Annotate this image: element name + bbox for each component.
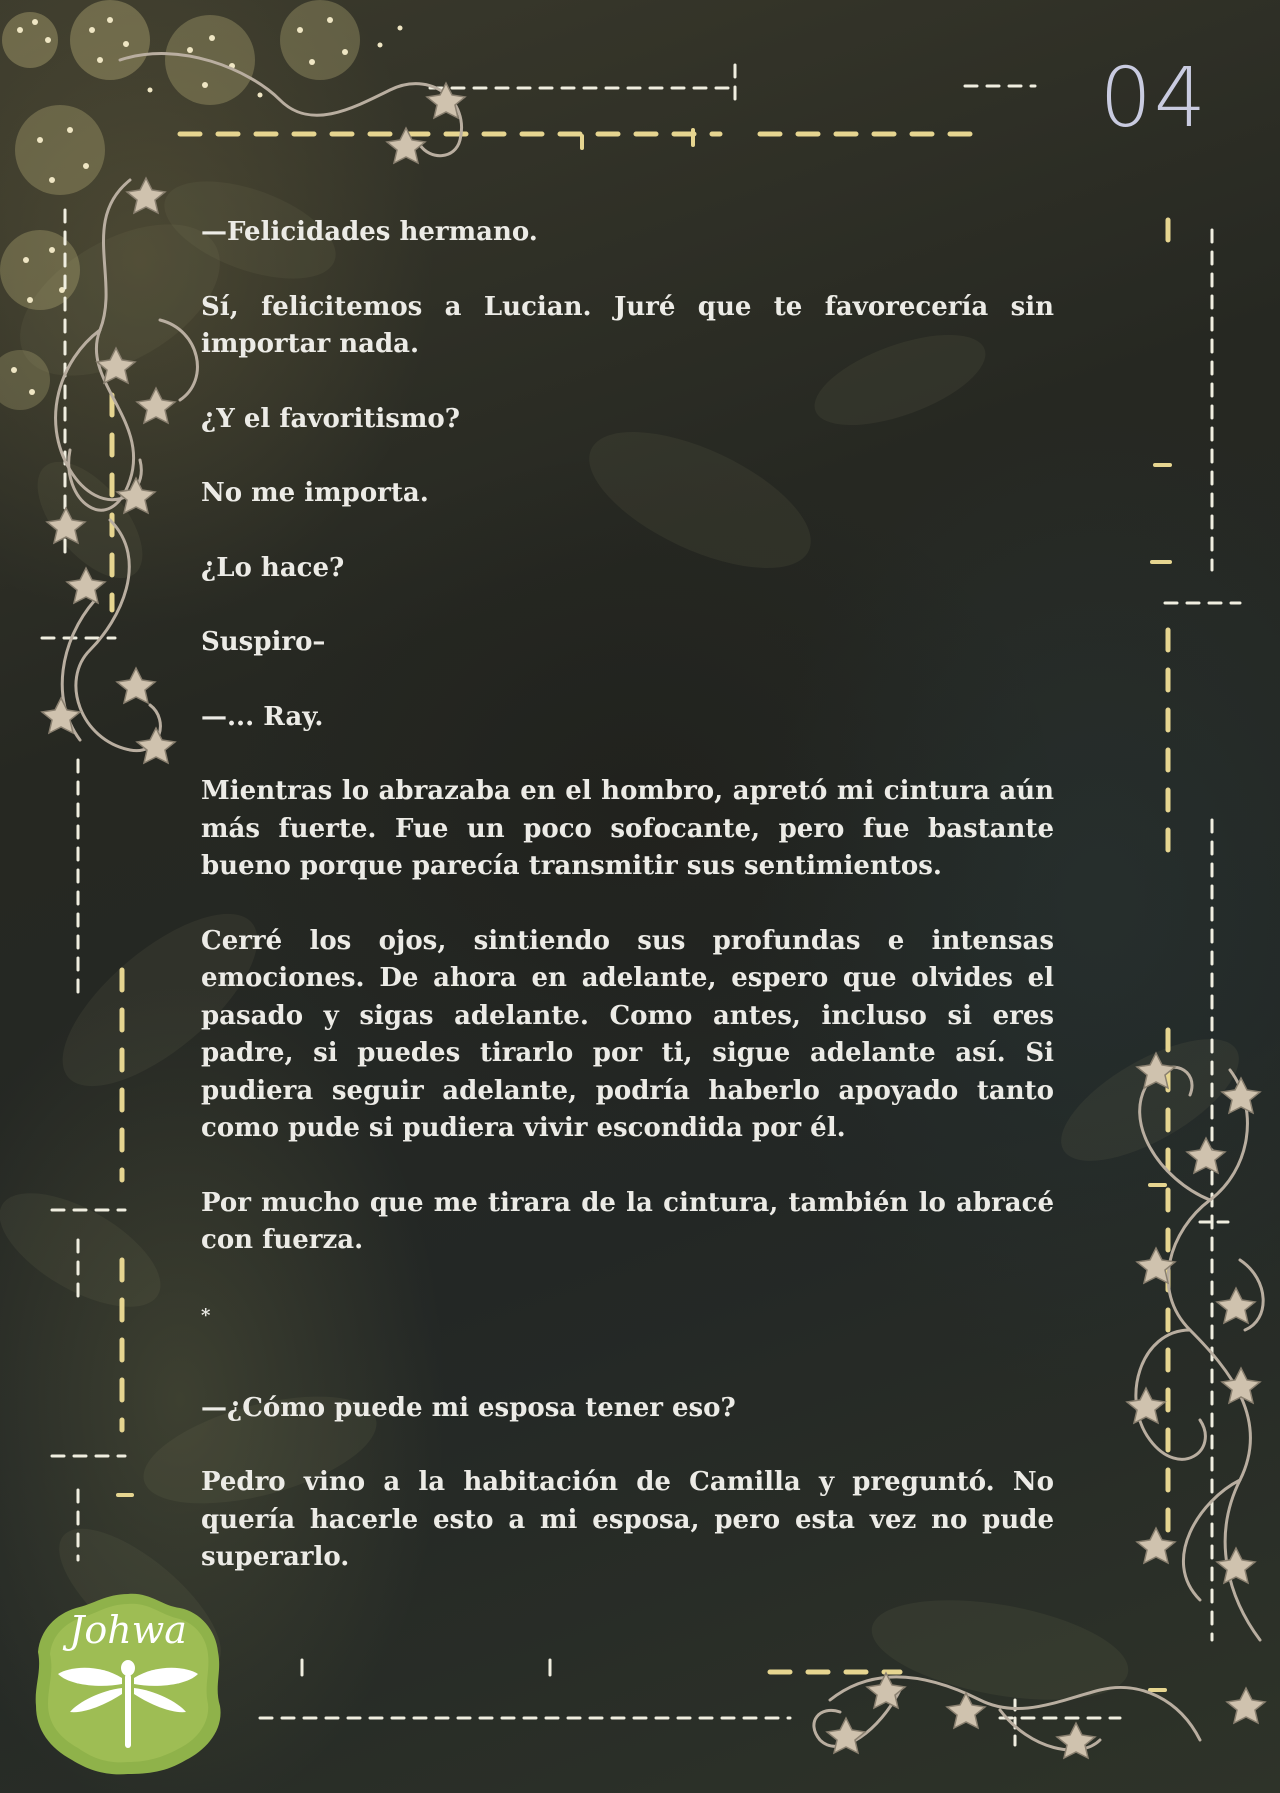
- paragraph: —... Ray.: [201, 701, 324, 732]
- paragraph: No me importa.: [201, 478, 429, 508]
- paragraph: Por mucho que me tirara de la cintura, también lo abracé con fuerza.: [201, 1187, 1054, 1255]
- paragraph: Suspiro–: [201, 627, 326, 657]
- text-body: [201, 214, 1054, 1614]
- paragraph: Cerré los ojos, sintiendo sus profundas e intensas emociones. De ahora en adelante, espero que olvides el pasado y sigas adelante. Como antes, incluso si eres padre, si puedes tirarlo por ti, sigue adelante así. Si pudiera seguir adelante, podría haberlo apoyado tanto como pude si pudiera vivir escondida por él.: [201, 925, 1054, 1143]
- paragraph: —Felicidades hermano.: [201, 217, 538, 247]
- paragraph: ¿Y el favoritismo?: [201, 403, 460, 434]
- paragraph: ¿Lo hace?: [201, 552, 345, 583]
- johwa-logo: [30, 1590, 226, 1778]
- paragraph: Pedro vino a la habitación de Camilla y preguntó. No quería hacerle esto a mi esposa, pero esta vez no pude superarlo.: [201, 1467, 1054, 1572]
- paragraph: Mientras lo abrazaba en el hombro, apretó mi cintura aún más fuerte. Fue un poco sofocante, pero fue bastante bueno porque parecía transmitir sus sentimientos.: [201, 776, 1054, 881]
- logo-text: Johwa: [69, 1608, 187, 1652]
- paragraph: Sí, felicitemos a Lucian. Juré que te favorecería sin importar nada.: [201, 291, 1054, 359]
- paragraph: —¿Cómo puede mi esposa tener eso?: [201, 1392, 736, 1423]
- page-number: 04: [1099, 51, 1208, 146]
- scene-separator: *: [201, 1304, 211, 1326]
